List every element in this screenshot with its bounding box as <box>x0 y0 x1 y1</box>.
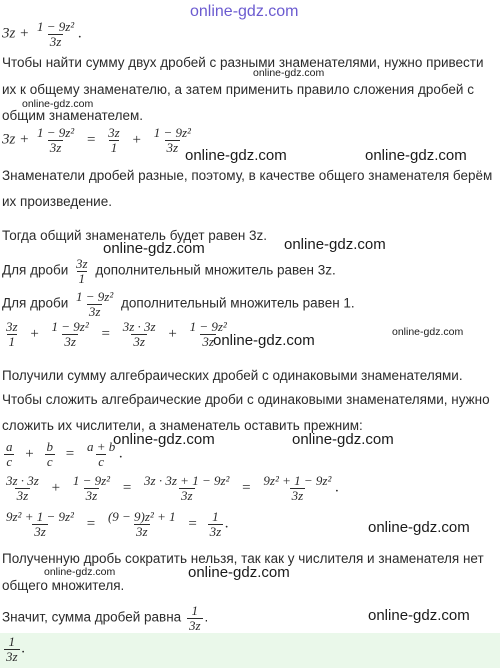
numerator: 1 − 9z² <box>76 289 114 304</box>
denominator: 3z <box>6 648 18 664</box>
numerator: 1 − 9z² <box>72 473 111 488</box>
fraction <box>106 510 178 538</box>
fraction <box>142 474 231 502</box>
denominator: 3z <box>88 303 101 319</box>
watermark: online-gdz.com <box>368 519 470 536</box>
watermark: online-gdz.com <box>392 326 464 338</box>
expr-term: 3z + <box>2 131 30 148</box>
denominator: 3z <box>188 617 201 633</box>
paragraph-9: Получили сумму алгебраических дробей с одинаковыми знаменателями. <box>2 368 463 383</box>
denominator: 3z <box>133 333 145 349</box>
punct: . <box>21 640 26 657</box>
numerator: 3z · 3z + 1 − 9z² <box>144 473 230 488</box>
denominator: 1 <box>8 333 16 349</box>
denominator: 3z <box>166 139 179 155</box>
numerator: 1 <box>191 603 198 618</box>
expression-top <box>2 20 82 48</box>
text-span: дополнительный множитель равен 1. <box>121 295 355 311</box>
denominator: 3z <box>180 487 193 503</box>
paragraph-10: Чтобы сложить алгебраические дроби с одинаковыми знаменателями, нужно <box>2 392 490 407</box>
numerator: 3z <box>76 256 88 271</box>
numerator: 1 − 9z² <box>153 125 191 140</box>
punct: . <box>78 25 82 42</box>
fraction <box>50 320 91 348</box>
fraction <box>74 257 90 285</box>
denominator: 3z <box>49 33 62 49</box>
paragraph-13: общего множителя. <box>2 578 125 593</box>
watermark: online-gdz.com <box>253 67 325 79</box>
watermark: online-gdz.com <box>188 564 290 581</box>
equals: = <box>86 131 96 148</box>
watermark: online-gdz.com <box>365 147 467 164</box>
expr-term: 3z + <box>2 25 30 42</box>
fraction <box>44 440 55 468</box>
fraction <box>74 290 115 318</box>
equals: = <box>65 445 75 462</box>
fraction <box>85 440 117 468</box>
site-watermark: online-gdz.com <box>190 3 299 20</box>
watermark: online-gdz.com <box>292 431 394 448</box>
plus: + <box>51 479 61 496</box>
denominator: 3z <box>34 523 46 539</box>
equation-4 <box>2 510 229 538</box>
fraction <box>208 510 224 538</box>
numerator: 1 <box>8 634 16 649</box>
watermark: online-gdz.com <box>22 98 94 110</box>
numerator: (9 − 9)z² + 1 <box>107 509 176 524</box>
text-span: Значит, сумма дробей равна <box>2 609 182 625</box>
numerator: 3z <box>108 125 120 140</box>
punct: . <box>225 515 229 532</box>
numerator: 1 <box>212 509 219 524</box>
numerator: 1 − 9z² <box>51 319 89 334</box>
fraction <box>35 20 76 48</box>
fraction <box>71 474 112 502</box>
watermark: online-gdz.com <box>103 240 205 257</box>
denominator: 1 <box>78 270 86 286</box>
paragraph-2: их к общему знаменателю, а затем применить правило сложения дробей с <box>2 82 474 97</box>
denominator: 3z <box>202 333 214 349</box>
equation-3 <box>2 474 339 502</box>
denominator: 3z <box>209 523 222 539</box>
answer-box <box>0 633 500 668</box>
fraction <box>106 126 122 154</box>
paragraph-6: Тогда общий знаменатель будет равен 3z. <box>2 228 268 243</box>
fraction <box>4 440 15 468</box>
denominator: c <box>98 453 104 469</box>
numerator: 3z · 3z <box>6 473 39 488</box>
fraction <box>121 320 158 348</box>
watermark: online-gdz.com <box>368 607 470 624</box>
numerator: b <box>46 439 53 454</box>
paragraph-3: общим знаменателем. <box>2 108 144 123</box>
watermark: online-gdz.com <box>185 147 287 164</box>
text-span: Для дроби <box>2 295 69 311</box>
paragraph-14 <box>2 604 208 632</box>
punct: . <box>119 445 123 462</box>
equals: = <box>101 325 110 342</box>
numerator: a + b <box>86 439 116 454</box>
plus: + <box>30 325 39 342</box>
plus: + <box>132 131 141 148</box>
denominator: 3z <box>135 523 148 539</box>
denominator: c <box>46 453 53 469</box>
equation-2 <box>2 320 231 348</box>
fraction <box>187 604 203 632</box>
punct: . <box>204 609 209 625</box>
watermark: online-gdz.com <box>284 236 386 253</box>
numerator: 9z² + 1 − 9z² <box>6 509 74 524</box>
watermark: online-gdz.com <box>44 566 116 578</box>
denominator: 3z <box>49 139 62 155</box>
fraction <box>4 320 20 348</box>
numerator: 1 − 9z² <box>36 19 75 34</box>
numerator: 3z <box>6 319 18 334</box>
numerator: 1 − 9z² <box>189 319 227 334</box>
denominator: c <box>6 453 13 469</box>
punct: . <box>335 479 340 496</box>
paragraph-4: Знаменатели дробей разные, поэтому, в качестве общего знаменателя берём <box>2 168 493 183</box>
fraction <box>4 510 76 538</box>
equals: = <box>122 479 132 496</box>
equation-rule <box>2 440 123 468</box>
fraction <box>4 635 20 663</box>
watermark: online-gdz.com <box>213 332 315 349</box>
text-span: дополнительный множитель равен 3z. <box>95 262 336 278</box>
paragraph-12: Полученную дробь сократить нельзя, так как у числителя и знаменателя нет <box>2 551 484 566</box>
denominator: 3z <box>291 487 304 503</box>
paragraph-1: Чтобы найти сумму двух дробей с разными знаменателями, нужно привести <box>2 55 484 70</box>
paragraph-11: сложить их числители, а знаменатель оставить прежним: <box>2 418 363 433</box>
equals: = <box>86 515 96 532</box>
paragraph-8 <box>2 290 355 318</box>
paragraph-7 <box>2 257 336 285</box>
equals: = <box>242 479 251 496</box>
numerator: a <box>6 439 13 454</box>
plus: + <box>25 445 34 462</box>
plus: + <box>168 325 177 342</box>
denominator: 3z <box>64 333 76 349</box>
paragraph-5: их произведение. <box>2 194 112 209</box>
fraction <box>4 474 41 502</box>
denominator: 3z <box>85 487 98 503</box>
equation-1 <box>2 126 195 154</box>
numerator: 1 − 9z² <box>36 125 75 140</box>
text-span: Для дроби <box>2 262 69 278</box>
fraction <box>35 126 76 154</box>
watermark: online-gdz.com <box>113 431 215 448</box>
denominator: 3z <box>16 487 29 503</box>
answer-expression <box>2 635 25 663</box>
fraction <box>261 474 333 502</box>
numerator: 9z² + 1 − 9z² <box>263 473 332 488</box>
denominator: 1 <box>110 139 118 155</box>
numerator: 3z · 3z <box>122 319 156 334</box>
equals: = <box>188 515 197 532</box>
